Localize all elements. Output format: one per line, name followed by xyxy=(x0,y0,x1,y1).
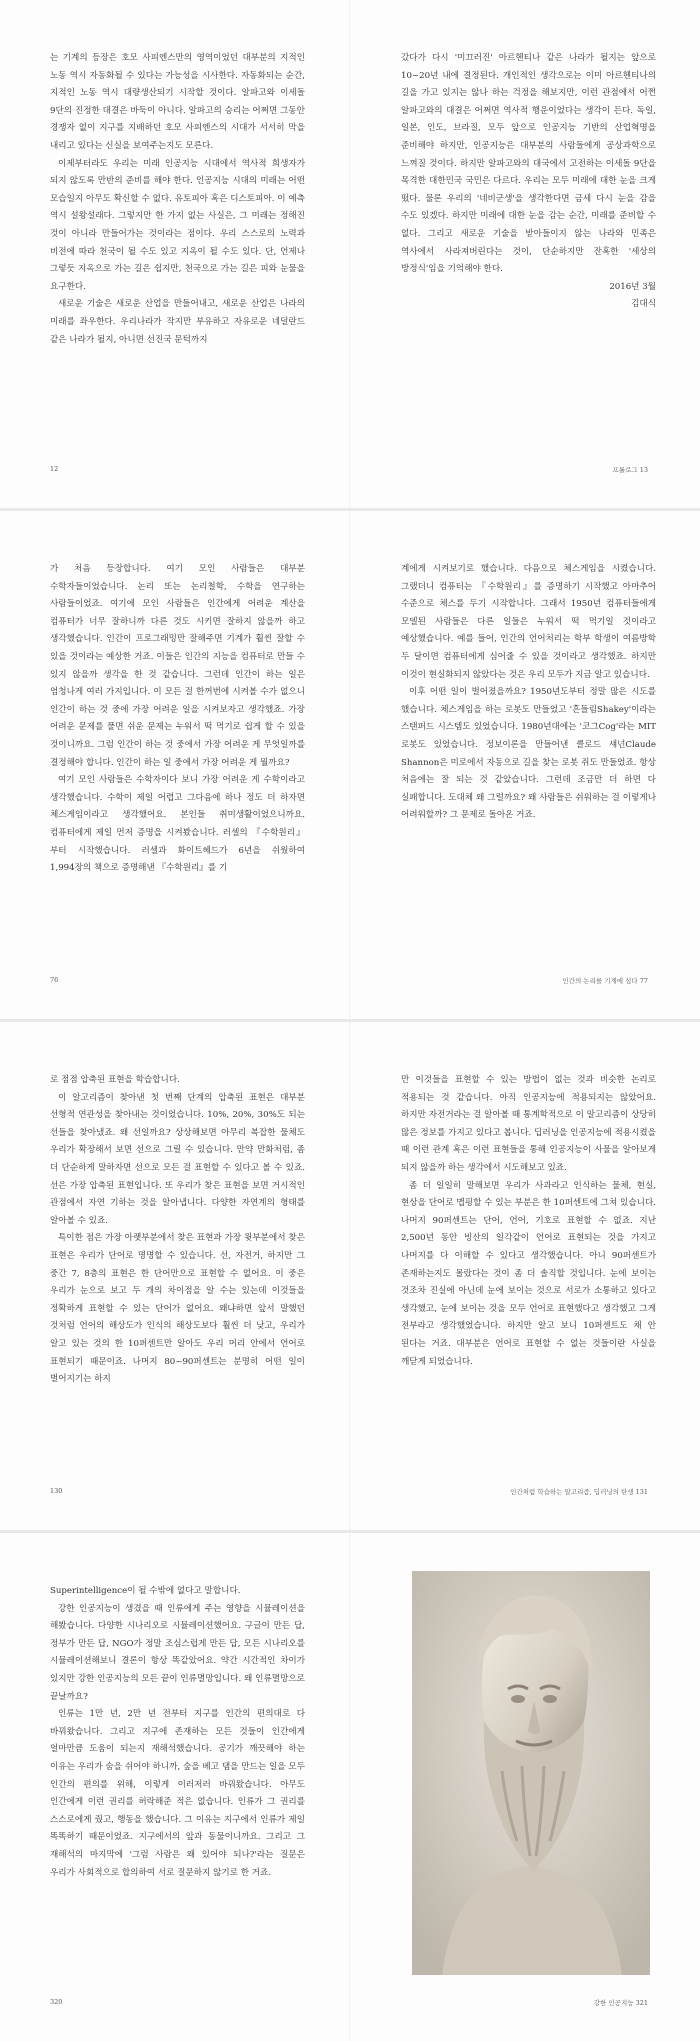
paragraph: 인류는 1만 년, 2만 년 전부터 지구를 인간의 편의대로 다 바꿔왔습니다. 그리고 지구에 존재하는 모든 것들이 인간에게 얼마만큼 도움이 되는지 재해석했습니다. 공기가 깨끗해야 하는 이유는 우리가 숨을 쉬어야 하니까, 숲을 베고 댐을 만드는 일을 모두 인간의 편의를 위해, 이렇게 이러저러 바꿔왔습니다. 아무도 인간에게 이런 권리를 허락해준 적은 없습니다. 인류가 그 권리를 스스로에게 줬고, 행동을 했습니다. 그 이유는 지구에서 인류가 제일 똑똑하기 때문이었죠. 지구에서의 앞과 동물이니까요. 그리고 그 재해석의 마지막에 '그럼 사람은 왜 있어야 되나?'라는 질문은 우리가 사회적으로 합의하여 서로 질문하지 않기로 한 거죠. xyxy=(50,1709,305,1878)
page-number-left: 320 xyxy=(50,1998,63,2006)
paragraph: 만 이것들을 표현할 수 있는 방법이 없는 것과 비슷한 논리로 적용되는 것 같습니다. 아직 인공지능에 적용되지는 않았어요. 하지만 자전거라는 걸 알아볼 때 통계학적으로 이 알고리즘이 상당히 많은 정보를 가지고 있다고 봅니다. 딥러닝을 인공지능에 적용시켰을 때 이런 관계 혹은 이런 표현들을 통해 인공지능이 사물을 알아보게 되지 않을까 하는 생각에서 시도해보고 있죠. xyxy=(401,1075,656,1173)
author-signature: 김대식 xyxy=(631,299,656,310)
left-page-text xyxy=(50,50,305,349)
date-line: 2016년 3월 xyxy=(609,281,656,292)
page-number-left: 130 xyxy=(50,1487,63,1495)
paragraph: 여기 모인 사람들은 수학자이다 보니 가장 어려운 게 수학이라고 생각했습니다. 수학이 제일 어렵고 그다음에 하나 정도 더 하자면 체스게임이라고 생각했어요. 본인들 취미생활이었으니까요. 컴퓨터에게 제일 먼저 증명을 시켜봤습니다. 러셀의 『수학원리』부터 시작했습니다. 러셀과 화이트헤드가 6년을 쉬웠하여 1,994장의 책으로 증명해낸 『수학원리』를 기 xyxy=(50,775,305,874)
marble-bust-photo xyxy=(412,1571,650,1975)
paragraph: 특이한 점은 가장 아랫부분에서 찾은 표현과 가장 윗부분에서 찾은 표현은 우리가 단어로 명명할 수 있습니다. 선, 자전거, 하지만 그 중간 7, 8층의 표현은 한 단어만으로 표현할 수 없어요. 이 중은 우리가 눈으로 보고 두 개의 차이점을 알 수는 있는데 이것들을 정확하게 표현할 수 있는 단어가 없어요. 왜냐하면 앞서 말했던 것처럼 언어의 해상도가 인식의 해상도보다 훨씬 더 낮고, 우리가 알고 있는 것의 한 10퍼센트만 알아도 우리 머리 안에서 언어로 표현되기 때문이죠. 나머지 80~90퍼센트는 분명히 어떤 일이 벌어지기는 하지 xyxy=(50,1233,305,1385)
paragraph: 계에게 시켜보기로 했습니다. 다음으로 체스게임을 시켰습니다. 그랬더니 컴퓨터는 『수학원리』를 증명하기 시작했고 아마추어 수준으로 체스를 두기 시작합니다. 그래서 1950년 컴퓨터들에게 모델된 사람들은 다른 일들은 누워서 떡 먹기일 것이라고 예상했습니다. 예를 들어, 인간의 언어처리는 학부 학생이 여름방학 두 달이면 컴퓨터에게 심어줄 수 있을 것이라고 생각했죠. 하지만 이것이 현실화되지 않았다는 것은 우리 모두가 지금 알고 있습니다. xyxy=(401,564,656,680)
page-number-left: 12 xyxy=(50,465,59,473)
paragraph: 좀 더 일일히 말해보면 우리가 사과라고 인식하는 물체, 현실, 현상을 단어로 맵핑할 수 있는 부분은 한 10퍼센트에 그쳐 있습니다. 나머지 90퍼센트는 단어, 언어, 기호로 표현할 수 없죠. 지난 2,500년 동안 빙산의 일각같이 언어로 표현되는 것을 가지고 나머지를 다 이해할 수 있다고 생각했습니다. 아니 90퍼센트가 존재하는지도 몰랐다는 것이 좀 더 솔직할 것입니다. 눈에 보이는 것조차 진실에 아닌데 눈에 보이는 것으로 서로가 소통하고 있다고 생각했고, 눈에 보이는 것을 모두 언어로 표현했다고 생각했고 그게 전부라고 생각했었습니다. 하지만 알고 보니 10퍼센트도 채 안 된다는 거죠. 대부분은 언어로 표현할 수 없는 것들이란 사실을 깨닫게 되었습니다. xyxy=(401,1180,656,1367)
running-footer-right: 프롤로그 13 xyxy=(612,466,648,474)
paragraph: 새로운 기술은 새로운 산업을 만들어내고, 새로운 산업은 나라의 미래를 좌우한다. 우리나라가 작지만 부유하고 자유로운 네덜란드 같은 나라가 될지, 아니면 선진국 문턱까지 xyxy=(50,299,305,345)
bust-illustration xyxy=(412,1571,650,1975)
right-page-text xyxy=(401,561,656,825)
paragraph: Superintelligence이 될 수밖에 없다고 말합니다. xyxy=(50,1586,241,1596)
book-spread-strong-ai xyxy=(0,1533,700,2041)
paragraph: 이후 어떤 일이 벌어졌을까요? 1950년도부터 정말 많은 시도를 했습니다. 체스게임을 하는 로봇도 만들었고 '흔들림Shakey'이라는 스탠퍼드 시스템도 있었습니다. 1980년대에는 '코그Cog'라는 MIT 로봇도 있었습니다. 정보이론을 만들어낸 클로드 섀넌Claude Shannon은 미로에서 자동으로 길을 찾는 로봇 쥐도 만들었죠. 항상 처음에는 잘 되는 것 같았습니다. 그런데 조금만 더 하면 다 실패합니다. 도대체 왜 그럴까요? 왜 사람들은 쉬워하는 걸 이렇게나 어려워할까? 그 문제로 돌아온 거죠. xyxy=(401,687,656,821)
left-page-text xyxy=(50,1072,305,1389)
running-footer-right: 강한 인공지능 321 xyxy=(593,1999,648,2007)
running-footer-right: 인간처럼 학습하는 알고리즘, 딥러닝의 탄생 131 xyxy=(510,1488,648,1496)
book-spread-logic xyxy=(0,511,700,1019)
paragraph: 갔다가 다시 '미끄러진' 아르헨티나 같은 나라가 될지는 앞으로 10~20년 내에 결정된다. 개인적인 생각으로는 이미 아르헨티나의 길을 가고 있지는 않나 하는 걱정을 해보지만, 이런 관점에서 어쩐 알파고와의 대결은 어쩌면 역사적 행운이었다는 생각이 든다. 독일, 일본, 인도, 브라질, 모두 앞으로 인공지능 기반의 산업혁명을 준비해야 하지만, 인공지능은 대부분의 사람들에게 공상과학으로 느껴질 것이다. 하지만 알파고와의 대국에서 고전하는 이세돌 9단을 목격한 대한민국 국민은 다르다. 우리는 모두 미래에 대한 눈을 크게 떴다. 물론 우리의 '네비군생'을 생각한다면 금세 다시 눈을 감을 수도 있겠다. 하지만 미래에 대한 눈을 감는 순간, 미래를 준비할 수 없다. 그리고 새로운 기술을 받아들이지 않는 나라와 민족은 역사에서 사라져버린다는 것이, 단순하지만 잔혹한 '세상의 방정식'임을 기억해야 한다. xyxy=(401,53,656,275)
paragraph: 가 처음 등장합니다. 여기 모인 사람들은 대부분 수학자들이었습니다. 논리 또는 논리철학, 수학을 연구하는 사람들이었죠. 여기에 모인 사람들은 인간에게 어려운 계산을 컴퓨터가 너무 잘하니까 다른 것도 시키면 잘하지 않을까 하고 생각했습니다. 인간이 프로그래밍만 잘해주면 기계가 훨씬 잘할 수 있을 것이라는 예상한 거죠. 이들은 인간의 지능을 컴퓨터로 만들 수 있지 않을까 생각을 한 것 같습니다. 그런데 인간이 하는 일은 엄청나게 여러 가지입니다. 이 모든 걸 한꺼번에 시켜볼 수가 없으니 인간이 하는 것 중에 가장 어려운 일을 시켜보자고 생각했죠. 가장 어려운 문제를 풀면 쉬운 문제는 누워서 떡 먹기로 쉽게 할 수 있을 것이니까요. 그럼 인간이 하는 것 중에서 가장 어려운 게 무엇일까를 결정해야 합니다. 인간이 하는 일 중에서 가장 어려운 게 뭘까요? xyxy=(50,564,305,768)
left-page-text xyxy=(50,561,305,878)
paragraph: 강한 인공지능이 생겼을 때 인류에게 주는 영향을 시뮬레이션을 해봤습니다. 다양한 시나리오로 시뮬레이션했어요. 구글이 만든 답, 정부가 만든 답, NGO가 정말 조심스럽게 만든 답, 모든 시나리오를 시뮬레이션해보니 결론이 항상 똑같았어요. 약간 시간적인 차이가 있지만 강한 인공지능의 모든 끝이 인류멸망입니다. 왜 인류멸망으로 끝날까요? xyxy=(50,1603,305,1702)
paragraph: 이 알고리즘이 찾아낸 첫 번째 단계의 압축된 표현은 대부분 선형적 연관성을 찾아내는 것이었습니다. 10%, 20%, 30%도 되는 선들을 찾아냈죠. 왜 선일까요? 상상해보면 아무리 복잡한 물체도 우리가 확장해서 보면 선으로 그릴 수 있습니다. 만약 만화처럼, 좀 더 단순하게 말하자면 선으로 모든 걸 표현할 수 있다고 볼 수 있죠. 선은 가장 압축된 표현입니다. 또 우리가 찾은 표현을 보면 거시적인 관점에서 자연 기하는 것을 알아냅니다. 다양한 자연계의 형태를 알아볼 수 있죠. xyxy=(50,1092,305,1226)
page-number-left: 76 xyxy=(50,976,59,984)
book-spread-deep-learning xyxy=(0,1022,700,1530)
running-footer-right: 인간의 논리를 기계에 심다 77 xyxy=(562,977,648,985)
left-page-text xyxy=(50,1583,305,1882)
book-spread-prologue xyxy=(0,0,700,508)
right-page-text xyxy=(401,1072,656,1371)
paragraph: 이제부터라도 우리는 미래 인공지능 시대에서 역사적 희생자가 되지 않도록 만반의 준비를 해야 한다. 인공지능 시대의 미래는 어떤 모습일지 아무도 확신할 수 없다. 유토피아 혹은 디스토피아. 이 예측 역시 설왕설래다. 그렇지만 한 가지 없는 사실은, 그 미래는 정해진 것이 아니라 만들어가는 것이라는 점이다. 우리 스스로의 노력과 비전에 따라 천국이 될 수도 있고 지옥이 될 수도 있다. 단, 언제나 그렇듯 지옥으로 가는 길은 쉽지만, 천국으로 가는 길은 피와 눈물을 요구한다. xyxy=(50,158,305,292)
paragraph: 로 점점 압축된 표현을 학습합니다. xyxy=(50,1075,180,1085)
paragraph: 는 기계의 등장은 호모 사피엔스만의 영역이었던 대부분의 지적인 노동 역시 자동화될 수 있다는 가능성을 시사한다. 자동화되는 순간, 지적인 노동 역시 대량생산되기 시작할 것이다. 알파고와 이세돌 9단의 진정한 대결은 바둑이 아니다. 알파고의 승리는 어쩌면 그동안 경쟁자 없이 지구를 지배하던 호모 사피엔스의 시대가 서서히 막을 내리고 있다는 신실을 보여주는지도 모른다. xyxy=(50,53,305,151)
right-page-text xyxy=(401,50,656,314)
